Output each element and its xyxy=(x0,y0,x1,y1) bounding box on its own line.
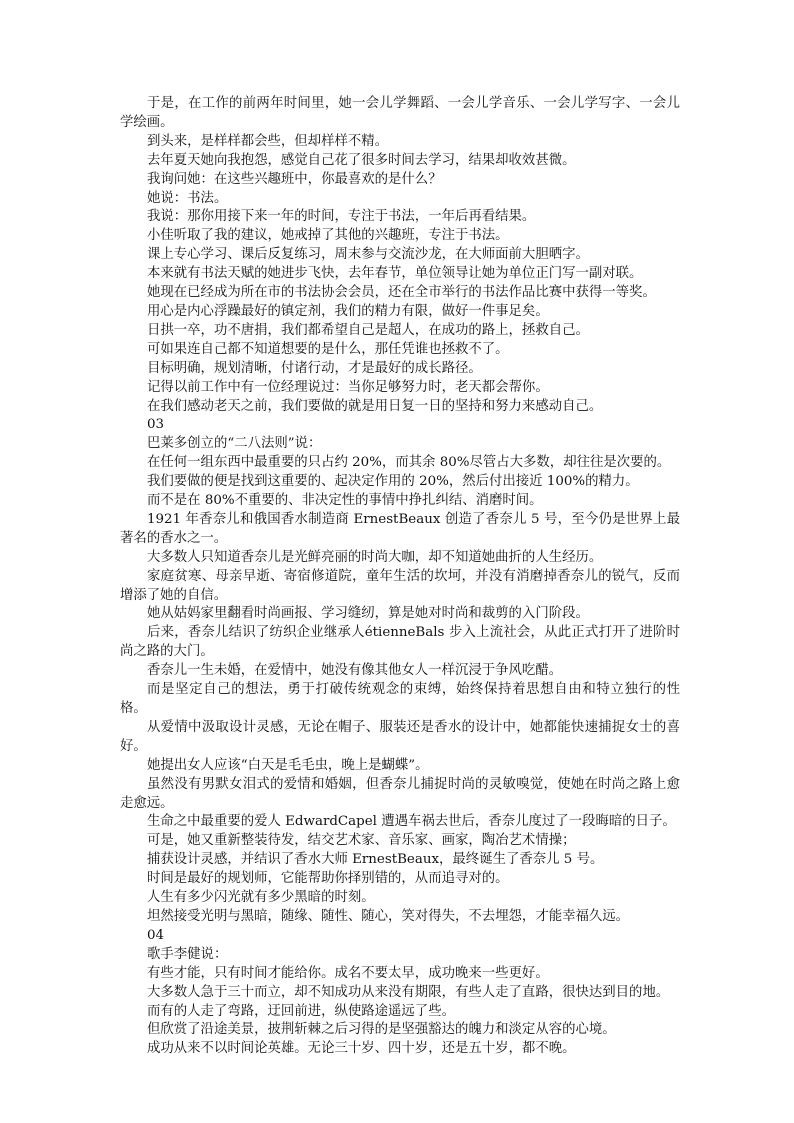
paragraph: 成功从来不以时间论英雄。无论三十岁、四十岁，还是五十岁，都不晚。 xyxy=(147,1041,576,1057)
paragraph: 我说：那你用接下来一年的时间，专注于书法，一年后再看结果。 xyxy=(147,209,536,225)
paragraph: 在我们感动老天之前，我们要做的就是用日复一日的坚持和努力来感动自己。 xyxy=(147,398,603,414)
paragraph: 到头来，是样样都会些，但却样样不精。 xyxy=(147,133,389,149)
paragraph: 可是，她又重新整装待发，结交艺术家、音乐家、画家，陶冶艺术情操； xyxy=(147,833,576,849)
paragraph: 但欣赏了沿途美景，披荆斩棘之后习得的是坚强豁达的魄力和淡定从容的心境。 xyxy=(147,1022,616,1038)
paragraph: 课上专心学习、课后反复练习，周末参与交流沙龙，在大师面前大胆晒字。 xyxy=(147,247,589,263)
paragraph: 捕获设计灵感，并结识了香水大师 ErnestBeaux，最终诞生了香奈儿 5 号。 xyxy=(147,852,604,868)
paragraph: 人生有多少闪光就有多少黑暗的时刻。 xyxy=(147,890,375,906)
paragraph: 香奈儿一生未婚，在爱情中，她没有像其他女人一样沉浸于争风吃醋。 xyxy=(147,663,563,679)
paragraph: 我询问她：在这些兴趣班中，你最喜欢的是什么？ xyxy=(147,171,442,187)
paragraph: 有些才能，只有时间才能给你。成名不要太早，成功晚来一些更好。 xyxy=(147,965,549,981)
paragraph: 生命之中最重要的爱人 EdwardCapel 遭遇车祸去世后，香奈儿度过了一段晦暗的日子。 xyxy=(147,814,676,830)
paragraph: 家庭贫寒、母亲早逝、寄宿修道院，童年生活的坎坷，并没有消磨掉香奈儿的锐气，反而增添了她的自信。 xyxy=(120,568,680,603)
paragraph: 而不是在 80%不重要的、非决定性的事情中挣扎纠结、消磨时间。 xyxy=(147,493,543,509)
paragraph: 后来，香奈儿结识了纺织企业继承人étienneBals 步入上流社会，从此正式打开了进阶时尚之路的大门。 xyxy=(120,625,680,660)
paragraph: 而有的人走了弯路，迂回前进，纵使路途遥远了些。 xyxy=(147,1003,455,1019)
paragraph: 她提出女人应该“白天是毛毛虫，晚上是蝴蝶”。 xyxy=(147,757,429,773)
paragraph: 去年夏天她向我抱怨，感觉自己花了很多时间去学习，结果却收效甚微。 xyxy=(147,152,576,168)
paragraph: 于是，在工作的前两年时间里，她一会儿学舞蹈、一会儿学音乐、一会儿学写字、一会儿学绘画。 xyxy=(120,96,680,130)
paragraph: 目标明确，规划清晰，付诸行动，才是最好的成长路径。 xyxy=(147,360,482,376)
paragraph: 她从姑妈家里翻看时尚画报、学习缝纫，算是她对时尚和裁剪的入门阶段。 xyxy=(147,606,589,622)
paragraph: 而是坚定自己的想法，勇于打破传统观念的束缚，始终保持着思想自由和特立独行的性格。 xyxy=(120,682,680,716)
paragraph: 坦然接受光明与黑暗，随缘、随性、随心，笑对得失，不去埋怨，才能幸福久远。 xyxy=(147,908,630,924)
paragraph: 04 xyxy=(147,927,165,943)
paragraph: 用心是内心浮躁最好的镇定剂，我们的精力有限，做好一件事足矣。 xyxy=(147,303,549,319)
document-body xyxy=(120,95,680,1059)
paragraph: 她说：书法。 xyxy=(147,190,228,206)
paragraph: 大多数人急于三十而立，却不知成功从来没有期限，有些人走了直路，很快达到目的地。 xyxy=(147,984,670,1000)
paragraph: 我们要做的便是找到这重要的、起决定作用的 20%，然后付出接近 100%的精力。 xyxy=(147,474,639,490)
paragraph: 1921 年香奈儿和俄国香水制造商 ErnestBeaux 创造了香奈儿 5 号，至今仍是世界上最著名的香水之一。 xyxy=(120,511,680,546)
paragraph: 虽然没有男默女泪式的爱情和婚姻，但香奈儿捕捉时尚的灵敏嗅觉，使她在时尚之路上愈走愈远。 xyxy=(120,776,680,811)
paragraph: 从爱情中汲取设计灵感，无论在帽子、服装还是香水的设计中，她都能快速捕捉女士的喜好。 xyxy=(120,719,680,754)
paragraph: 歌手李健说： xyxy=(147,946,228,962)
paragraph: 大多数人只知道香奈儿是光鲜亮丽的时尚大咖，却不知道她曲折的人生经历。 xyxy=(147,549,603,565)
paragraph: 可如果连自己都不知道想要的是什么，那任凭谁也拯救不了。 xyxy=(147,341,509,357)
paragraph: 在任何一组东西中最重要的只占约 20%，而其余 80%尽管占大多数，却往往是次要的。 xyxy=(147,455,671,471)
paragraph: 03 xyxy=(147,417,165,433)
paragraph: 巴莱多创立的“二八法则”说： xyxy=(147,436,322,452)
paragraph: 她现在已经成为所在市的书法协会会员，还在全市举行的书法作品比赛中获得一等奖。 xyxy=(147,285,656,301)
paragraph: 日拱一卒，功不唐捐，我们都希望自己是超人，在成功的路上，拯救自己。 xyxy=(147,322,589,338)
paragraph: 本来就有书法天赋的她进步飞快，去年春节，单位领导让她为单位正门写一副对联。 xyxy=(147,266,643,282)
paragraph: 记得以前工作中有一位经理说过：当你足够努力时，老天都会帮你。 xyxy=(147,379,549,395)
paragraph: 时间是最好的规划师，它能帮助你择别错的，从而追寻对的。 xyxy=(147,871,509,887)
paragraph: 小佳听取了我的建议，她戒掉了其他的兴趣班，专注于书法。 xyxy=(147,228,509,244)
